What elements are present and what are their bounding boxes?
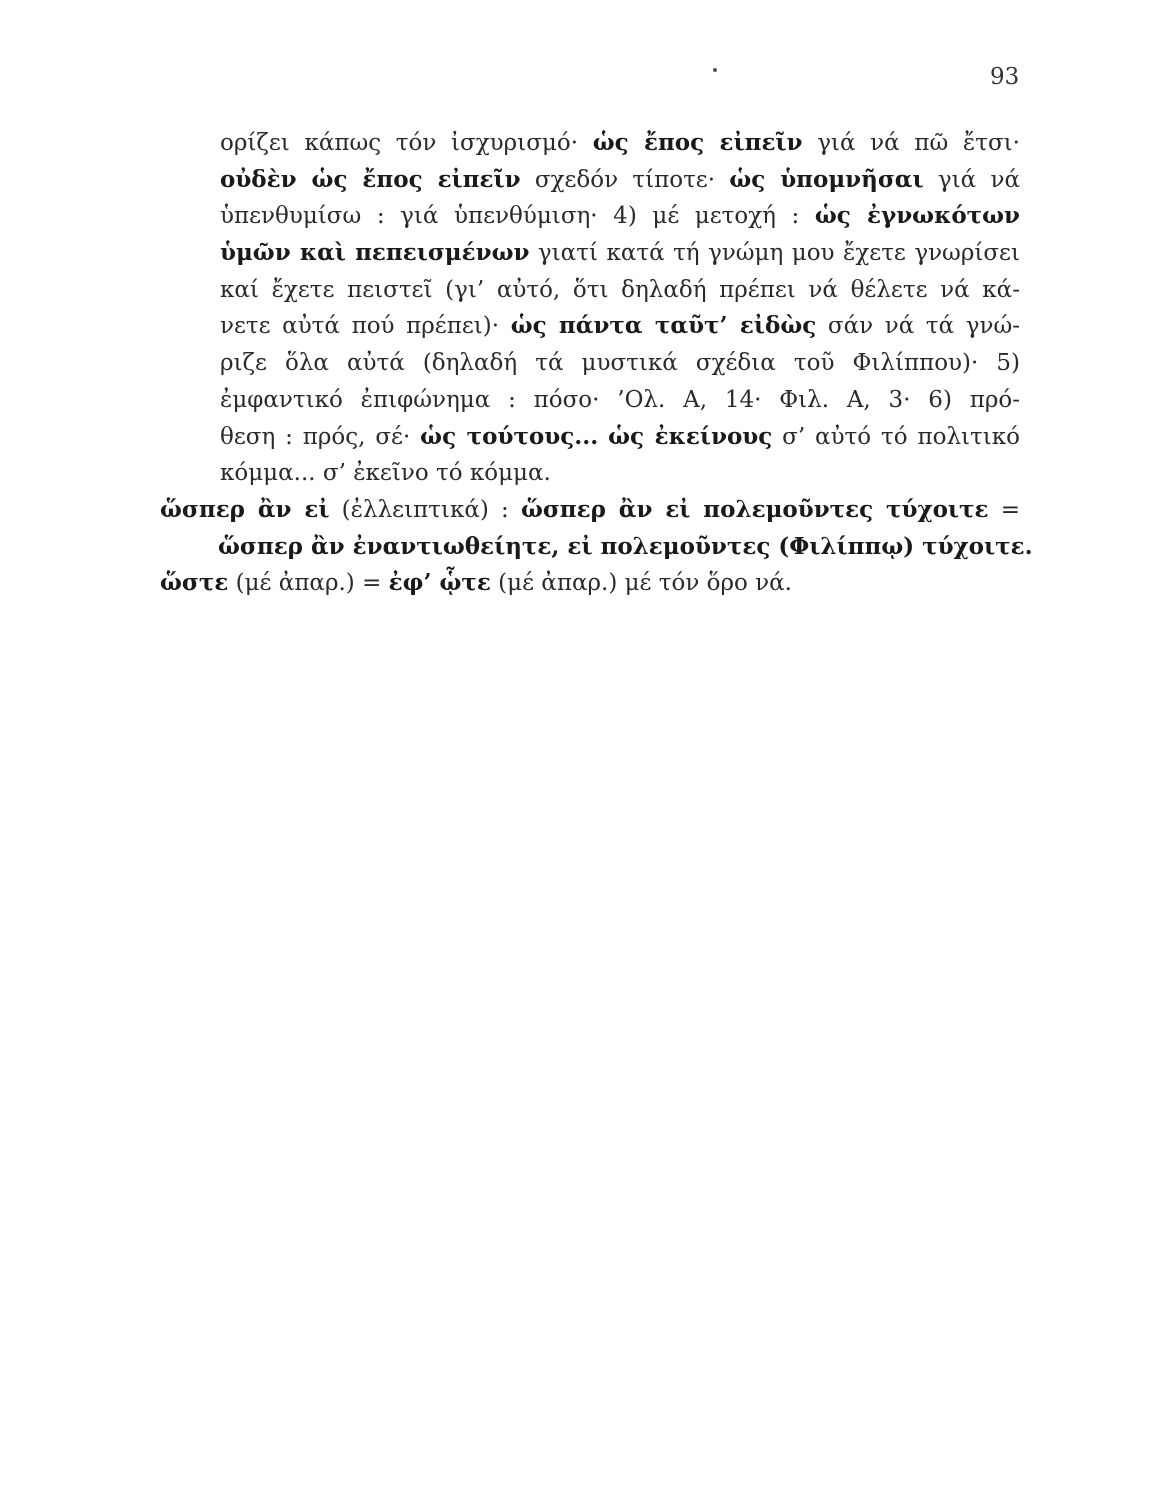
text-run: γιά νά πῶ ἔτσι· <box>802 130 1020 156</box>
bold-term: ὡς ἐγνωκότων <box>814 202 1020 230</box>
text-line <box>160 272 1020 309</box>
text-line <box>160 198 1020 235</box>
text-line <box>160 565 1020 602</box>
text-run: σάν νά τά γνώ- <box>816 313 1021 340</box>
text-line <box>160 162 1020 199</box>
text-line <box>160 345 1020 382</box>
bold-term: οὐδὲν ὡς ἔπος εἰπεῖν <box>220 165 521 193</box>
bold-term: ὡς ἐκείνους <box>608 422 773 450</box>
text-run <box>598 424 608 450</box>
text-run: ορίζει κάπως τόν ἰσχυρισμό· <box>220 130 593 156</box>
text-line <box>160 419 1020 456</box>
text-run: ἐμφαντικό ἐπιφώνημα : πόσο· ’Ολ. Α, 14· Φιλ. Α, 3· 6) πρό- <box>220 386 1020 413</box>
text-run: γιά νά <box>923 166 1020 193</box>
bold-term: ὥσπερ ἂν εἰ πολεμοῦντες τύχοιτε <box>520 495 989 523</box>
bold-term: ὡς τούτους... <box>420 422 599 450</box>
body-text <box>160 125 1033 602</box>
bold-term: ὥσπερ ἂν εἰ <box>160 495 330 523</box>
text-run: γιατί κατά τή γνώμη μου ἔχετε γνωρίσει <box>529 240 1020 267</box>
text-run: = <box>988 496 1020 523</box>
text-run: νετε αὐτά πού πρέπει)· <box>220 313 511 340</box>
text-run: (ἐλλειπτικά) : <box>329 496 521 523</box>
text-run: ὑπενθυμίσω : γιά ὑπενθύμιση· 4) μέ μετοχή : <box>220 203 815 230</box>
scan-speck <box>713 68 717 72</box>
text-line <box>160 492 1020 529</box>
text-run: σ’ αὐτό τό πολιτικό <box>772 423 1021 450</box>
text-run: (μέ ἀπαρ.) = <box>228 570 389 597</box>
text-line <box>160 529 1033 566</box>
bold-term: ἐφ’ ᾧτε <box>388 569 491 597</box>
text-line <box>160 308 1020 345</box>
bold-term: ὡς ὑπομνῆσαι <box>729 165 924 193</box>
page-number: 93 <box>990 64 1020 90</box>
bold-term: ὥσπερ ἂν ἐναντιωθείητε, εἰ πολεμοῦντες (Φιλίππῳ) τύχοιτε. <box>218 532 1033 560</box>
text-line <box>160 235 1020 272</box>
text-run: σχεδόν τίποτε· <box>520 166 730 193</box>
text-run: καί ἔχετε πειστεῖ (γι’ αὐτό, ὅτι δηλαδή πρέπει νά θέλετε νά κά- <box>220 276 1020 303</box>
bold-term: ὡς ἔπος εἰπεῖν <box>592 129 803 156</box>
bold-term: ὡς πάντα ταῦτ’ εἰδὼς <box>510 312 817 340</box>
bold-term: ὥστε <box>160 569 229 597</box>
text-line <box>160 125 1020 162</box>
text-run: θεση : πρός, σέ· <box>220 423 421 450</box>
bold-term: ὑμῶν καὶ πεπεισμένων <box>220 239 530 267</box>
text-line <box>160 382 1020 419</box>
text-run: κόμμα... σ’ ἐκεῖνο τό κόμμα. <box>220 460 551 487</box>
text-run: (μέ ἀπαρ.) μέ τόν ὅρο νά. <box>490 570 792 597</box>
text-line <box>160 455 1020 492</box>
text-run: ριζε ὅλα αὐτά (δηλαδή τά μυστικά σχέδια τοῦ Φιλίππου)· 5) <box>220 350 1020 377</box>
